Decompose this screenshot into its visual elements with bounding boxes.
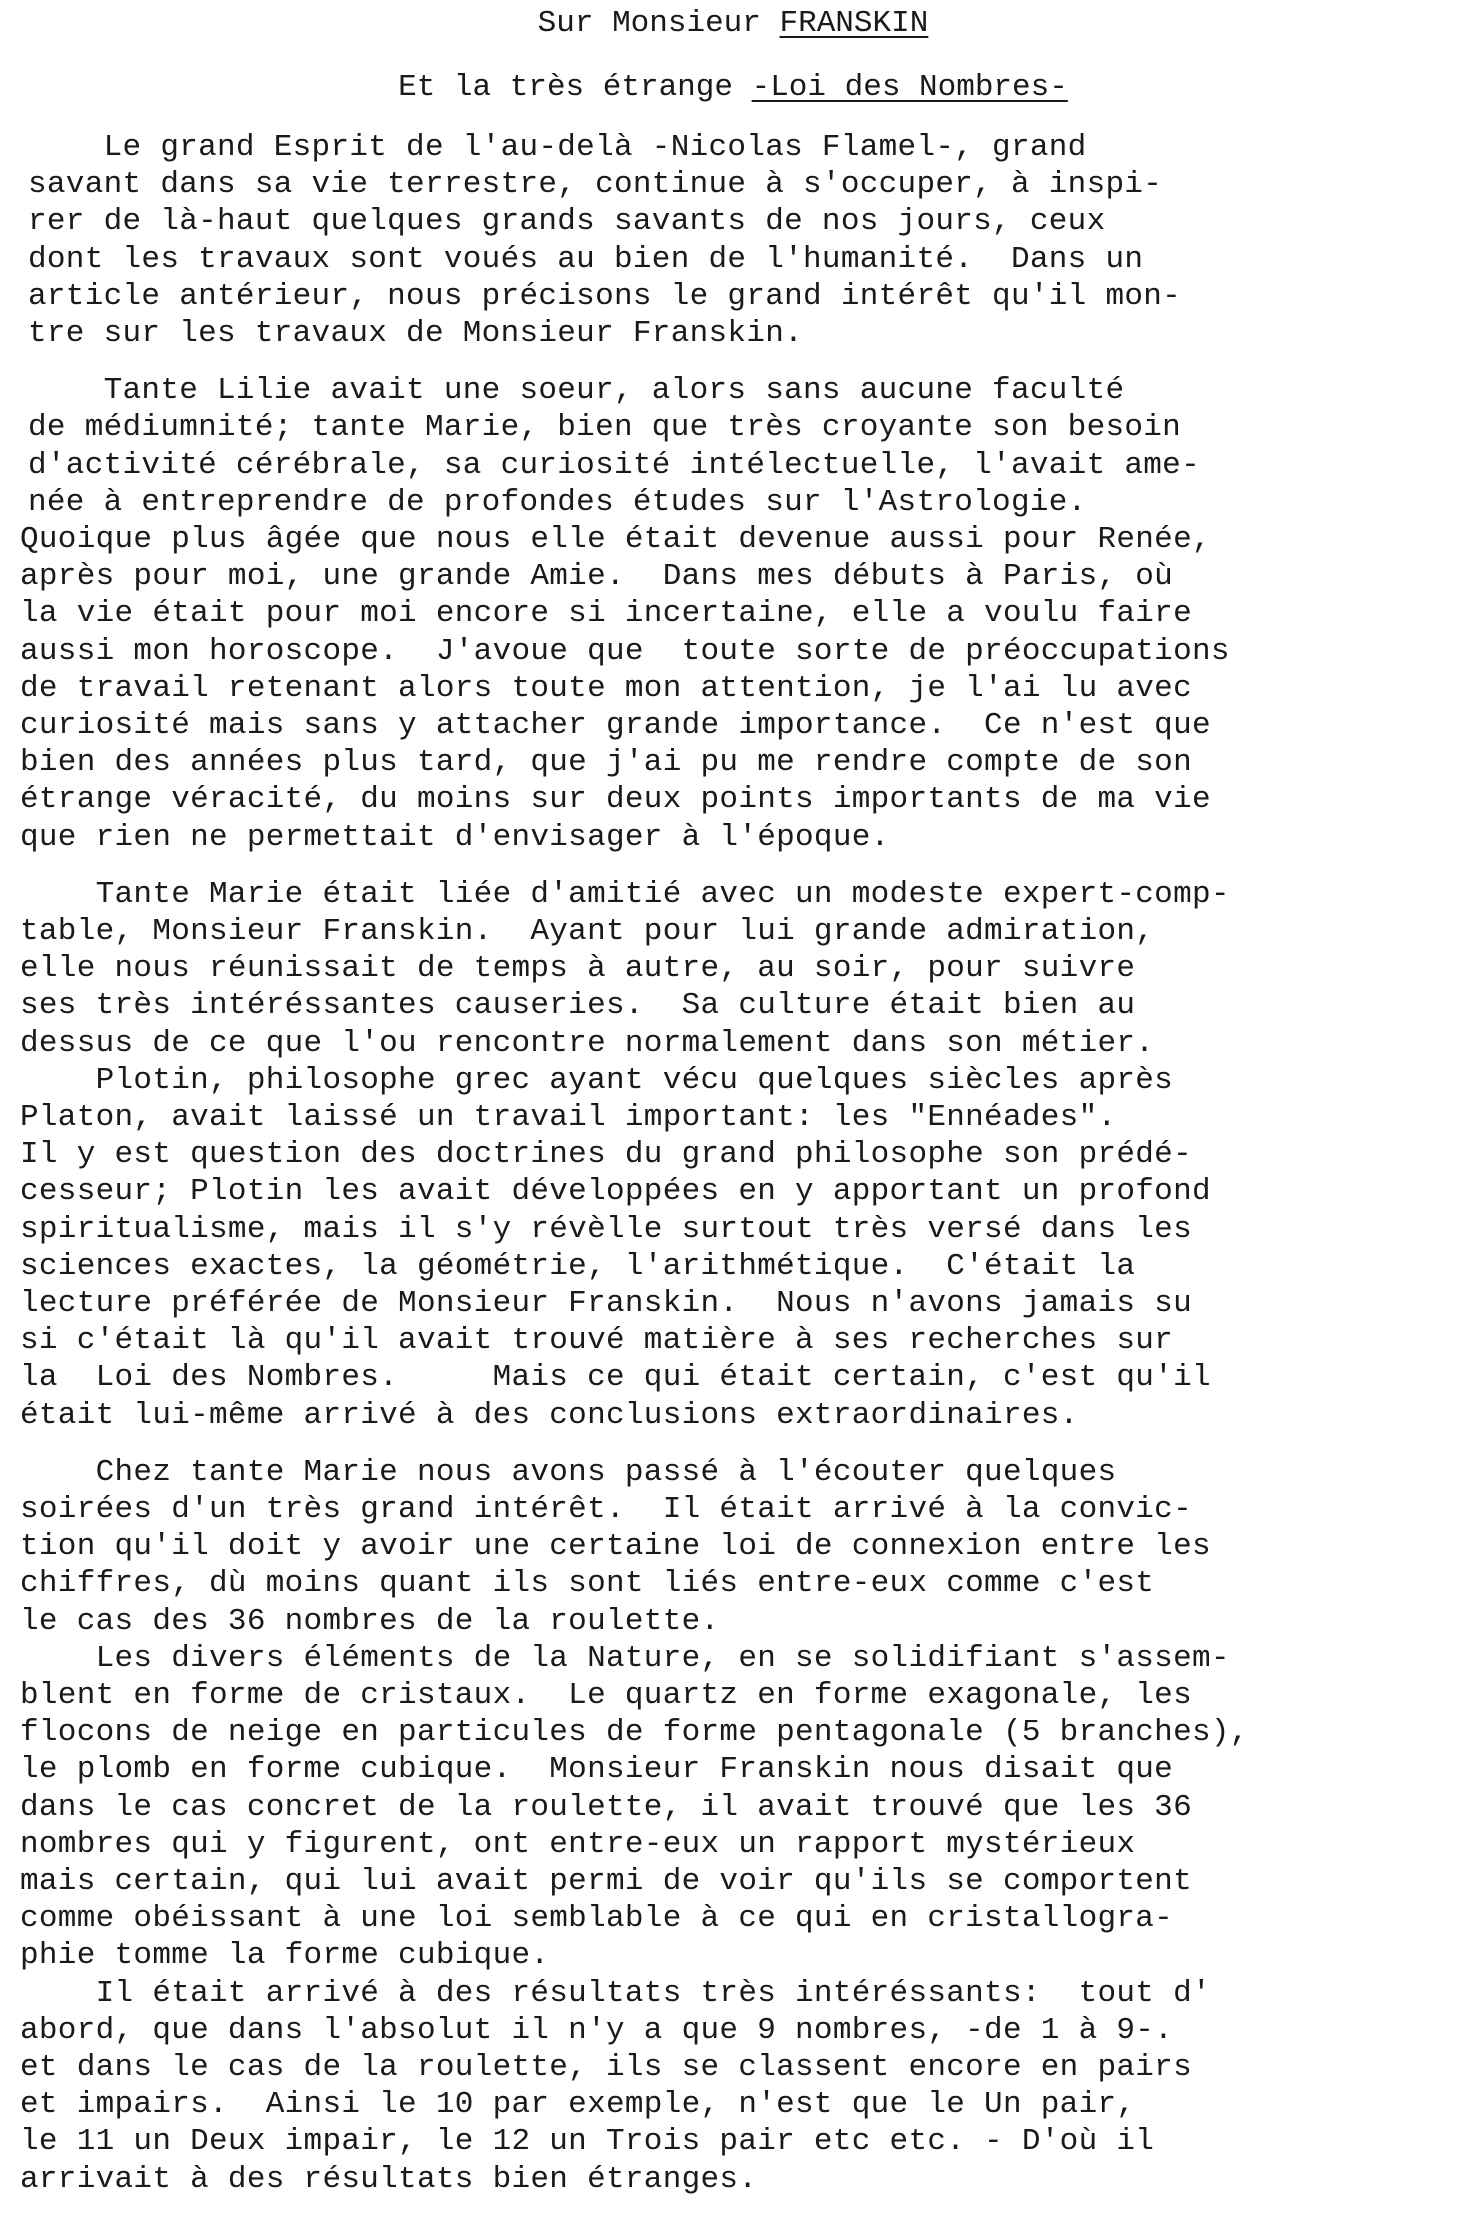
text-line: abord, que dans l'absolut il n'y a que 9 nombres, -de 1 à 9-. [20, 2013, 1174, 2048]
text-line: mais certain, qui lui avait permi de voir qu'ils se comportent [20, 1864, 1192, 1899]
text-line: dessus de ce que l'ou rencontre normalement dans son métier. [20, 1026, 1155, 1061]
text-line: comme obéissant à une loi semblable à ce qui en cristallogra- [20, 1901, 1174, 1936]
text-line: et impairs. Ainsi le 10 par exemple, n'est que le Un pair, [20, 2087, 1136, 2122]
text-line: curiosité mais sans y attacher grande importance. Ce n'est que [20, 708, 1211, 743]
text-line: Les divers éléments de la Nature, en se solidifiant s'assem- [20, 1641, 1230, 1676]
text-line: soirées d'un très grand intérêt. Il était arrivé à la convic- [20, 1492, 1192, 1527]
text-line: la vie était pour moi encore si incertaine, elle a voulu faire [20, 596, 1192, 631]
text-line: table, Monsieur Franskin. Ayant pour lui grande admiration, [20, 914, 1155, 949]
text-line: lecture préférée de Monsieur Franskin. Nous n'avons jamais su [20, 1286, 1192, 1321]
text-line: elle nous réunissait de temps à autre, au soir, pour suivre [20, 951, 1136, 986]
subtitle-law: -Loi des Nombres- [751, 70, 1068, 105]
subtitle-prefix: Et la très étrange [398, 70, 752, 105]
text-line: tion qu'il doit y avoir une certaine loi de connexion entre les [20, 1529, 1211, 1564]
text-line: savant dans sa vie terrestre, continue à s'occuper, à inspi- [28, 167, 1163, 202]
text-line: sciences exactes, la géométrie, l'arithmétique. C'était la [20, 1249, 1136, 1284]
text-line: dans le cas concret de la roulette, il avait trouvé que les 36 [20, 1790, 1192, 1825]
text-line: spiritualisme, mais il s'y révèlle surtout très versé dans les [20, 1212, 1192, 1247]
text-line: Plotin, philosophe grec ayant vécu quelques siècles après [20, 1063, 1174, 1098]
text-line: article antérieur, nous précisons le grand intérêt qu'il mon- [28, 279, 1182, 314]
text-line: ses très intéréssantes causeries. Sa culture était bien au [20, 988, 1136, 1023]
text-line: Le grand Esprit de l'au-delà -Nicolas Flamel-, grand [28, 130, 1087, 165]
text-line: que rien ne permettait d'envisager à l'époque. [20, 820, 890, 855]
text-line: rer de là-haut quelques grands savants de nos jours, ceux [28, 204, 1106, 239]
text-line: cesseur; Plotin les avait développées en y apportant un profond [20, 1174, 1211, 1209]
text-line: de travail retenant alors toute mon attention, je l'ai lu avec [20, 671, 1192, 706]
text-line: blent en forme de cristaux. Le quartz en forme exagonale, les [20, 1678, 1192, 1713]
text-line: et dans le cas de la roulette, ils se classent encore en pairs [20, 2050, 1192, 2085]
text-line: de médiumnité; tante Marie, bien que très croyante son besoin [28, 410, 1182, 445]
text-line: phie tomme la forme cubique. [20, 1938, 550, 1973]
text-line: bien des années plus tard, que j'ai pu me rendre compte de son [20, 745, 1192, 780]
text-line: arrivait à des résultats bien étranges. [20, 2162, 758, 2197]
text-line: d'activité cérébrale, sa curiosité intélectuelle, l'avait ame- [28, 448, 1200, 483]
text-line: nombres qui y figurent, ont entre-eux un rapport mystérieux [20, 1827, 1136, 1862]
text-line: la Loi des Nombres. Mais ce qui était certain, c'est qu'il [20, 1360, 1211, 1395]
text-line: tre sur les travaux de Monsieur Franskin. [28, 316, 804, 351]
text-line: chiffres, dù moins quant ils sont liés entre-eux comme c'est [20, 1566, 1155, 1601]
page-title [0, 4, 1466, 44]
text-line: Tante Marie était liée d'amitié avec un modeste expert-comp- [20, 877, 1230, 912]
text-line: Chez tante Marie nous avons passé à l'écouter quelques [20, 1455, 1117, 1490]
title-prefix: Sur Monsieur [537, 6, 780, 41]
title-name: FRANSKIN [779, 6, 929, 41]
text-line: flocons de neige en particules de forme pentagonale (5 branches), [20, 1715, 1249, 1750]
text-line: le plomb en forme cubique. Monsieur Franskin nous disait que [20, 1752, 1174, 1787]
text-line: Il était arrivé à des résultats très intéréssants: tout d' [20, 1976, 1211, 2011]
page-subtitle [0, 68, 1466, 108]
text-line: aussi mon horoscope. J'avoue que toute sorte de préoccupations [20, 634, 1230, 669]
text-line: Il y est question des doctrines du grand philosophe son prédé- [20, 1137, 1192, 1172]
text-line: après pour moi, une grande Amie. Dans mes débuts à Paris, où [20, 559, 1174, 594]
text-line: était lui-même arrivé à des conclusions extraordinaires. [20, 1398, 1079, 1433]
text-line: le 11 un Deux impair, le 12 un Trois pair etc etc. - D'où il [20, 2124, 1155, 2159]
text-line: Quoique plus âgée que nous elle était devenue aussi pour Renée, [20, 522, 1211, 557]
text-line: née à entreprendre de profondes études sur l'Astrologie. [28, 485, 1087, 520]
text-line: Tante Lilie avait une soeur, alors sans aucune faculté [28, 373, 1125, 408]
text-line: le cas des 36 nombres de la roulette. [20, 1604, 720, 1639]
text-line: si c'était là qu'il avait trouvé matière à ses recherches sur [20, 1323, 1174, 1358]
text-line: Platon, avait laissé un travail important: les "Ennéades". [20, 1100, 1117, 1135]
text-line: dont les travaux sont voués au bien de l'humanité. Dans un [28, 242, 1144, 277]
text-line: étrange véracité, du moins sur deux points importants de ma vie [20, 782, 1211, 817]
